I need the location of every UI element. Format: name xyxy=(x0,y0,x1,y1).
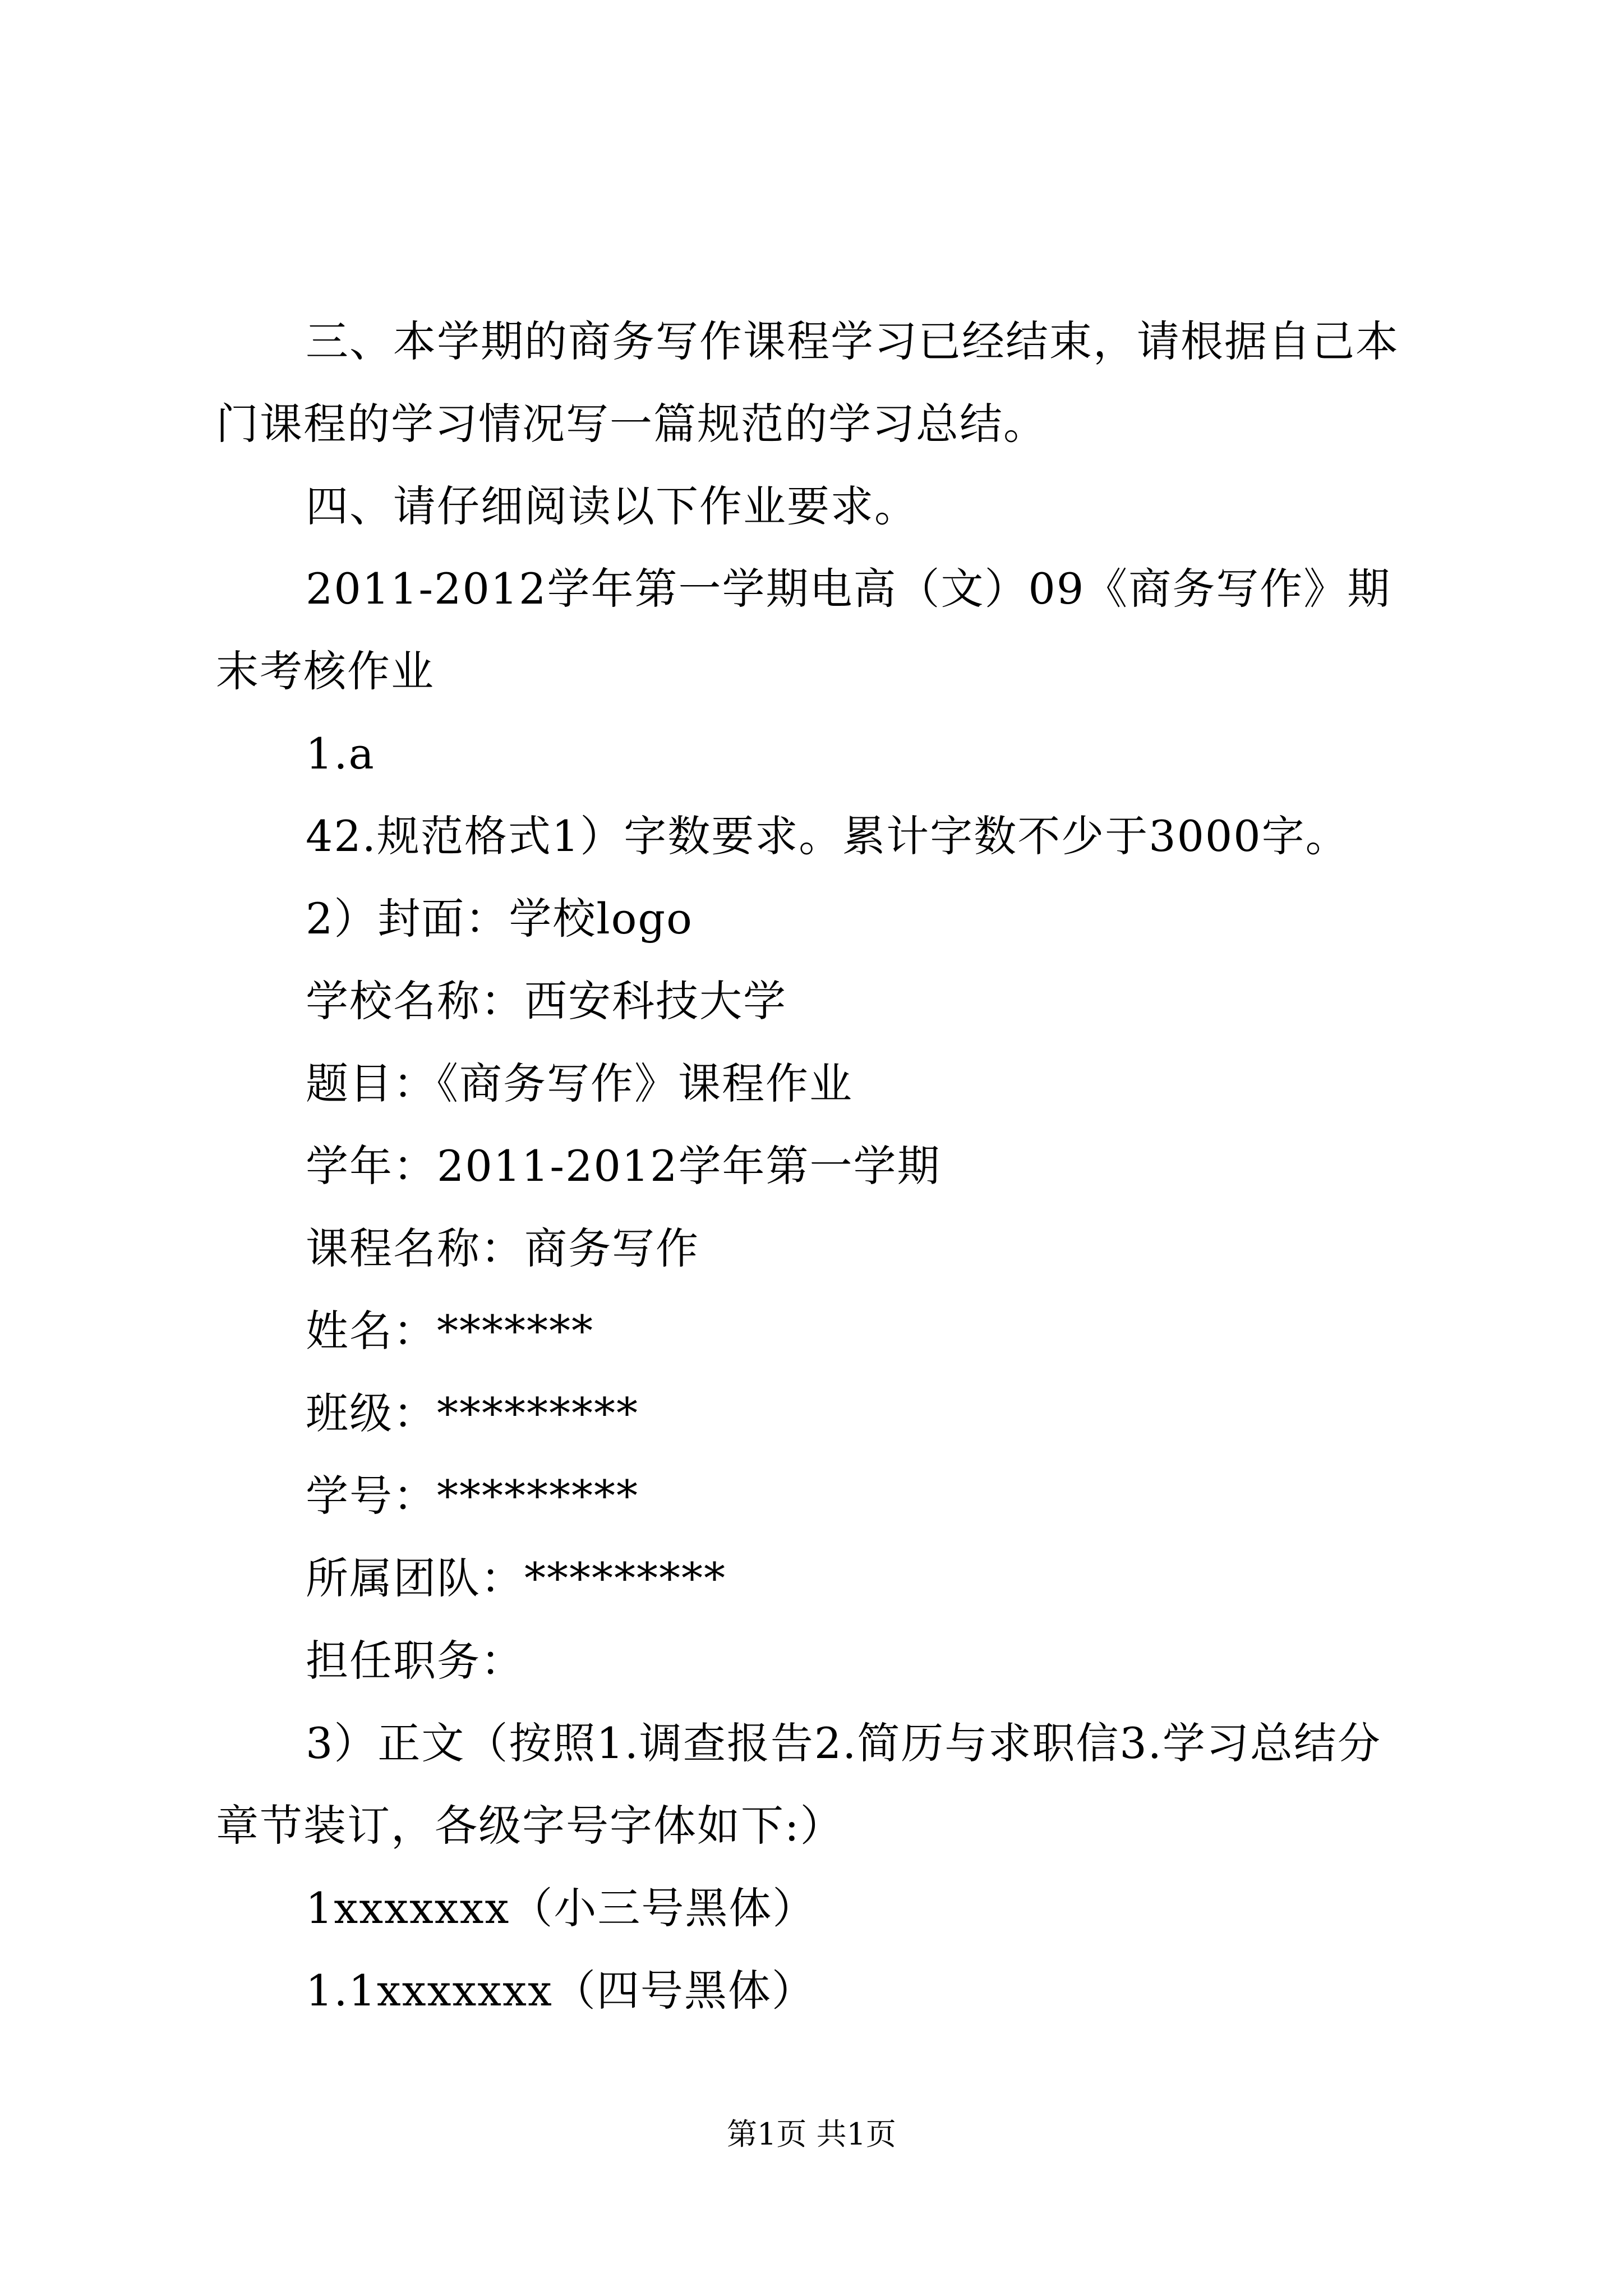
page-footer: 第1页 共1页 xyxy=(727,2116,896,2152)
paragraph-cover-logo: 2）封面：学校logo xyxy=(306,894,693,944)
paragraph-class: 班级：********* xyxy=(306,1388,639,1438)
paragraph-school-year: 学年：2011-2012学年第一学期 xyxy=(306,1141,941,1191)
paragraph-topic: 题目：《商务写作》课程作业 xyxy=(306,1059,853,1108)
paragraph-school-name: 学校名称：西安科技大学 xyxy=(306,976,787,1026)
paragraph-assignment-title: 2011-2012学年第一学期电高（文）09《商务写作》期末考核作业 xyxy=(216,564,1391,696)
paragraph-heading-level-2: 1.1xxxxxxx（四号黑体） xyxy=(306,1966,815,2016)
paragraph-summary-task: 三、本学期的商务写作课程学习已经结束，请根据自己本门课程的学习情况写一篇规范的学习总结。 xyxy=(216,316,1399,449)
document-body xyxy=(216,300,1422,2032)
paragraph-body-format: 3）正文（按照1.调查报告2.简历与求职信3.学习总结分章节装订，各级字号字体如下:） xyxy=(216,1718,1381,1851)
paragraph-team: 所属团队：********* xyxy=(306,1553,726,1603)
paragraph-role: 担任职务： xyxy=(306,1636,524,1686)
paragraph-student-id: 学号：********* xyxy=(306,1471,639,1521)
paragraph-course-name: 课程名称：商务写作 xyxy=(306,1223,699,1273)
paragraph-format-word-count: 42.规范格式1）字数要求。累计字数不少于3000字。 xyxy=(306,811,1349,861)
paragraph-student-name: 姓名：******* xyxy=(306,1306,594,1356)
paragraph-heading-level-1: 1xxxxxxx（小三号黑体） xyxy=(306,1883,817,1933)
paragraph-item-1a: 1.a xyxy=(306,729,375,779)
paragraph-read-requirements: 四、请仔细阅读以下作业要求。 xyxy=(306,481,918,531)
